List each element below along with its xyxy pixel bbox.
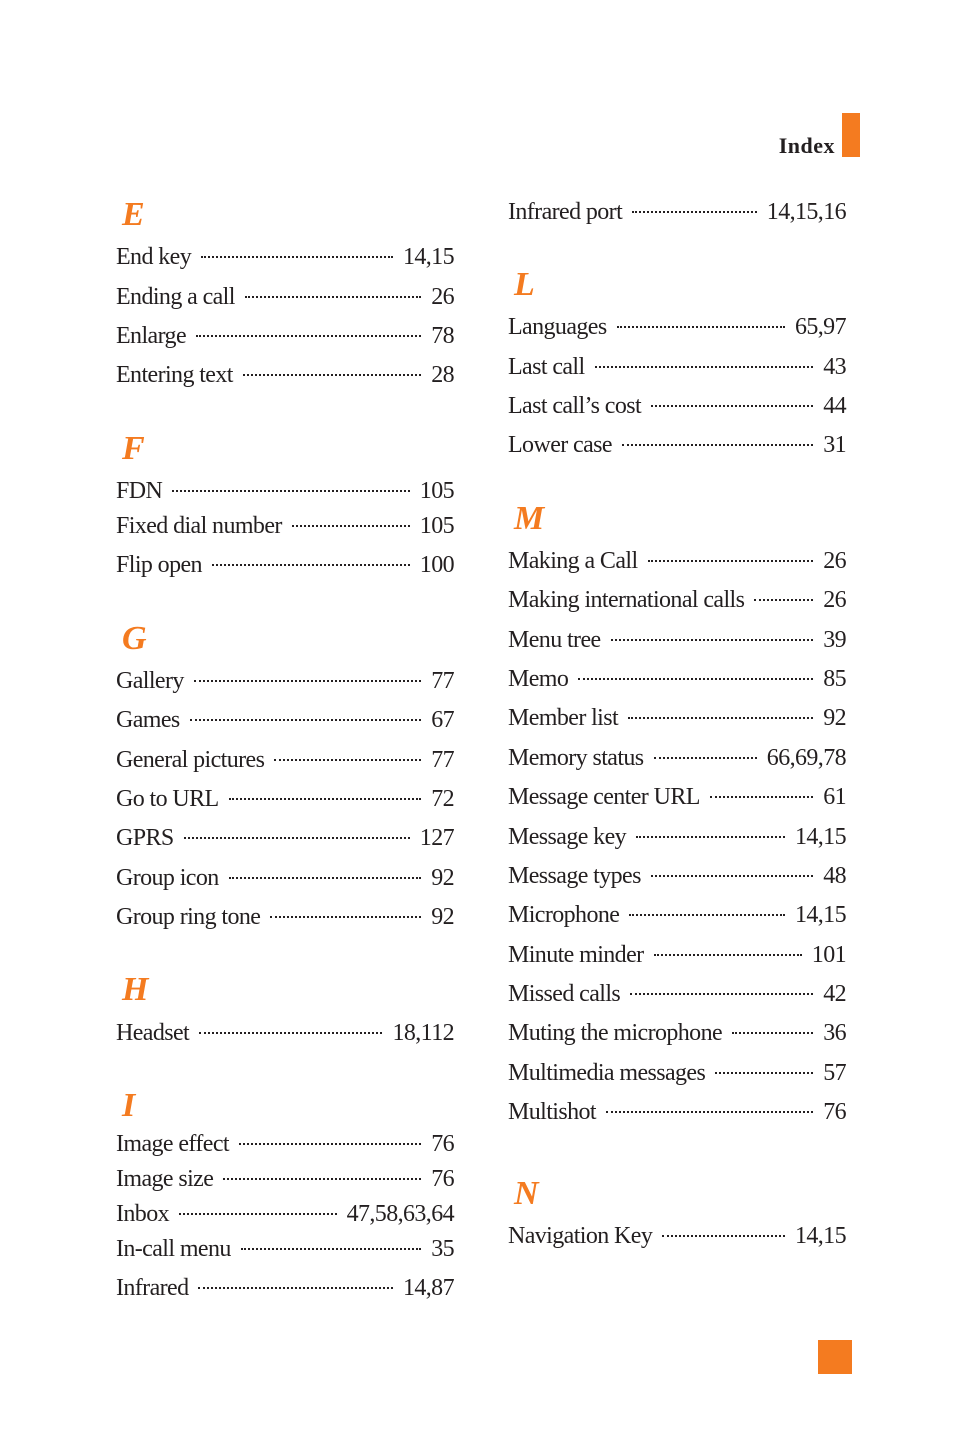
index-entry [116,282,454,312]
index-term: Last call’s cost [508,393,642,419]
dot-leader [636,836,785,838]
index-page-numbers: 78 [431,323,454,349]
index-term: Missed calls [508,981,621,1007]
dot-leader [715,1072,813,1074]
index-page-numbers: 26 [823,548,846,574]
index-page-numbers: 44 [823,393,846,419]
index-entry [116,1129,454,1159]
index-entry [508,1058,846,1088]
index-term: Entering text [116,362,233,388]
dot-leader [239,1143,421,1145]
index-page-numbers: 105 [419,513,454,539]
index-term: Member list [508,705,619,731]
index-entry [508,625,846,655]
index-term: Last call [508,354,585,380]
index-page-numbers: 85 [823,666,846,692]
index-entry [116,1273,454,1303]
section-letter-h: H [122,971,149,1008]
dot-leader [229,877,422,879]
index-page-numbers: 26 [823,587,846,613]
dot-leader [194,680,421,682]
dot-leader [245,296,421,298]
dot-leader [622,444,813,446]
index-entry [508,743,846,773]
index-page-numbers: 43 [823,354,846,380]
index-page-numbers: 76 [823,1099,846,1125]
index-term: Infrared port [508,199,623,225]
index-entry [508,822,846,852]
index-entry [508,585,846,615]
dot-leader [198,1287,393,1289]
index-entry [116,784,454,814]
index-term: Image effect [116,1131,229,1157]
dot-leader [270,916,421,918]
index-term: Multishot [508,1099,596,1125]
index-page-numbers: 18,112 [392,1020,454,1046]
footer-accent-square [818,1340,852,1374]
header-accent-bar [842,113,860,157]
section-letter-m: M [514,500,545,537]
index-term: Games [116,707,180,733]
dot-leader [241,1248,421,1250]
dot-leader [179,1213,337,1215]
index-entry [116,242,454,272]
index-entry [116,1164,454,1194]
index-term: Inbox [116,1201,169,1227]
index-entry [508,352,846,382]
dot-leader [199,1032,382,1034]
index-entry [508,664,846,694]
dot-leader [595,366,814,368]
index-entry [508,1018,846,1048]
index-page-numbers: 76 [431,1131,454,1157]
index-page-numbers: 72 [431,786,454,812]
index-page-numbers: 42 [823,981,846,1007]
section-letter-f: F [122,430,145,467]
index-page-numbers: 31 [823,432,846,458]
section-letter-g: G [122,620,147,657]
index-page-numbers: 92 [431,865,454,891]
index-term: Fixed dial number [116,513,282,539]
index-entry [116,321,454,351]
index-term: Message types [508,863,641,889]
dot-leader [243,374,421,376]
dot-leader [196,335,421,337]
index-page-numbers: 48 [823,863,846,889]
index-term: Ending a call [116,284,235,310]
index-term: Image size [116,1166,214,1192]
index-term: Group ring tone [116,904,261,930]
dot-leader [212,564,410,566]
dot-leader [732,1032,813,1034]
index-page-numbers: 14,15 [402,244,454,270]
dot-leader [578,678,813,680]
index-term: End key [116,244,192,270]
index-term: Menu tree [508,627,601,653]
index-entry [508,703,846,733]
dot-leader [223,1178,421,1180]
dot-leader [648,560,814,562]
index-page-numbers: 35 [431,1236,454,1262]
index-term: Navigation Key [508,1223,653,1249]
dot-leader [611,639,814,641]
dot-leader [617,326,785,328]
index-entry [116,863,454,893]
dot-leader [654,954,802,956]
index-term: Minute minder [508,942,644,968]
index-entry [116,902,454,932]
dot-leader [651,405,813,407]
index-term: Languages [508,314,607,340]
index-term: Flip open [116,552,202,578]
index-entry [116,705,454,735]
index-term: Muting the microphone [508,1020,723,1046]
index-entry [508,546,846,576]
dot-leader [184,837,410,839]
index-page-numbers: 14,15,16 [766,199,846,225]
index-entry [508,312,846,342]
index-term: Making a Call [508,548,638,574]
index-entry [116,1018,454,1048]
index-entry [116,1234,454,1264]
index-term: Gallery [116,668,184,694]
index-entry [508,861,846,891]
index-page-numbers: 65,97 [794,314,846,340]
index-page-numbers: 36 [823,1020,846,1046]
dot-leader [662,1235,785,1237]
index-entry [508,979,846,1009]
index-page-numbers: 105 [419,478,454,504]
dot-leader [630,993,813,995]
index-entry [508,900,846,930]
dot-leader [628,717,813,719]
index-entry [116,360,454,390]
index-page-numbers: 101 [811,942,846,968]
index-page-numbers: 67 [431,707,454,733]
index-entry [508,1221,846,1251]
index-entry [508,391,846,421]
dot-leader [651,875,813,877]
dot-leader [190,719,422,721]
index-term: Multimedia messages [508,1060,706,1086]
section-letter-l: L [514,266,535,303]
index-entry [116,511,454,541]
dot-leader [292,525,410,527]
index-term: Message key [508,824,627,850]
index-page-numbers: 14,15 [794,824,846,850]
section-letter-e: E [122,196,145,233]
index-page-numbers: 14,15 [794,1223,846,1249]
index-term: Group icon [116,865,219,891]
dot-leader [710,796,813,798]
index-page-numbers: 39 [823,627,846,653]
index-entry [508,1097,846,1127]
index-entry [116,823,454,853]
index-term: Memo [508,666,569,692]
index-page-numbers: 47,58,63,64 [346,1201,454,1227]
index-page-numbers: 57 [823,1060,846,1086]
index-term: GPRS [116,825,174,851]
index-page-numbers: 77 [431,668,454,694]
index-page-numbers: 14,87 [402,1275,454,1301]
dot-leader [629,914,785,916]
index-entry [508,430,846,460]
page-header-label: Index [778,133,835,158]
index-term: Go to URL [116,786,219,812]
index-entry [116,745,454,775]
index-term: Making international calls [508,587,745,613]
index-page-numbers: 92 [823,705,846,731]
dot-leader [654,757,757,759]
index-entry [508,940,846,970]
index-entry [116,666,454,696]
index-term: General pictures [116,747,265,773]
index-page-numbers: 100 [419,552,454,578]
index-term: Infrared [116,1275,189,1301]
index-term: FDN [116,478,163,504]
index-page-numbers: 127 [419,825,454,851]
dot-leader [606,1111,813,1113]
index-page-numbers: 92 [431,904,454,930]
dot-leader [754,599,813,601]
index-page-numbers: 14,15 [794,902,846,928]
index-page-numbers: 76 [431,1166,454,1192]
dot-leader [274,759,421,761]
dot-leader [632,211,757,213]
index-page-numbers: 77 [431,747,454,773]
index-entry [116,550,454,580]
index-term: Lower case [508,432,612,458]
index-term: Headset [116,1020,190,1046]
index-term: Message center URL [508,784,700,810]
index-page-numbers: 66,69,78 [766,745,846,771]
index-page-numbers: 28 [431,362,454,388]
dot-leader [172,490,410,492]
dot-leader [201,256,393,258]
index-term: Enlarge [116,323,186,349]
section-letter-i: I [122,1087,136,1124]
index-entry [116,1199,454,1229]
index-entry [508,782,846,812]
index-page-numbers: 61 [823,784,846,810]
index-entry [116,476,454,506]
index-term: In-call menu [116,1236,231,1262]
index-term: Memory status [508,745,644,771]
index-term: Microphone [508,902,620,928]
section-letter-n: N [514,1175,539,1212]
index-page-numbers: 26 [431,284,454,310]
index-entry [508,197,846,227]
dot-leader [229,798,422,800]
